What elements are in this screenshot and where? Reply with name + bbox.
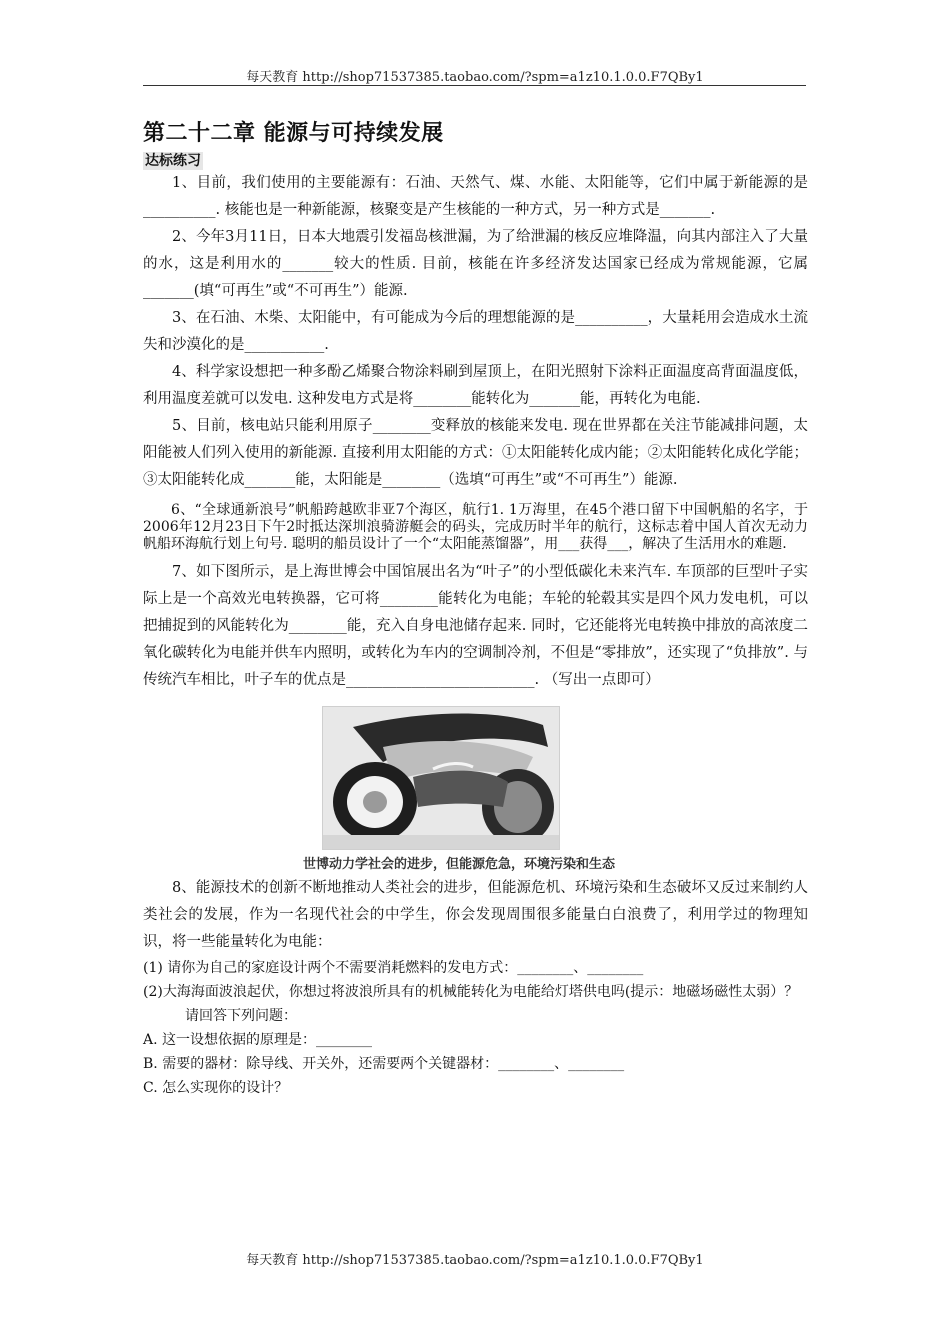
question-4: 4、科学家设想把一种多酚乙烯聚合物涂料刷到屋顶上，在阳光照射下涂料正面温度高背面温度低，利用温度差就可以发电. 这种发电方式是将________能转化为_______能，再转化为电能. (143, 364, 808, 407)
header-rule (143, 85, 806, 86)
page-header: 每天教育 http://shop71537385.taobao.com/?spm=a1z10.1.0.0.F7QBy1 (246, 70, 704, 85)
sub-item-1: (1) 请你为自己的家庭设计两个不需要消耗燃料的发电方式：________、________ (143, 960, 644, 976)
question-1: 1、目前，我们使用的主要能源有：石油、天然气、煤、水能、太阳能等，它们中属于新能源的是__________. 核能也是一种新能源，核聚变是产生核能的一种方式，另一种方式是_______. (143, 175, 808, 218)
question-7: 7、如下图所示，是上海世博会中国馆展出名为“叶子”的小型低碳化未来汽车. 车顶部的巨型叶子实际上是一个高效光电转换器，它可将________能转化为电能；车轮的轮毂其实是四个风力发电机，可以把捕捉到的风能转化为________能，充入自身电池储存起来. 同时，它还能将光电转换中排放的高浓度二氧化碳转化为电能并供车内照明，或转化为车内的空调制冷剂，不但是“零排放”，还实现了“负排放”. 与传统汽车相比，叶子车的优点是__________________________. （写出一点即可） (143, 564, 808, 688)
leaf-car-image (322, 706, 560, 850)
sub-item-c: C. 怎么实现你的设计？ (143, 1080, 289, 1096)
question-3: 3、在石油、木柴、太阳能中，有可能成为今后的理想能源的是__________，大量耗用会造成水土流失和沙漠化的是___________. (143, 310, 808, 353)
chapter-title: 第二十二章 能源与可持续发展 (143, 121, 444, 146)
figure-caption-text: 世博动力学社会的进步，但能源危急，环境污染和生态 (303, 857, 616, 872)
question-6: 6、“全球通新浪号”帆船跨越欧非亚7个海区，航行1. 1万海里，在45个港口留下中国帆船的名字，于2006年12月23日下午2时抵达深圳浪骑游艇会的码头，完成历时半年的航行，这标志着中国人首次无动力帆船环海航行划上句号. 聪明的船员设计了一个“太阳能蒸馏器”，用___获得___，解决了生活用水的难题. (143, 502, 808, 552)
question-5: 5、目前，核电站只能利用原子________变释放的核能来发电. 现在世界都在关注节能减排问题，太阳能被人们列入使用的新能源. 直接利用太阳能的方式：①太阳能转化成内能；②太阳能转化成化学能；③太阳能转化成_______能，太阳能是________（选填“可再生”或“不可再生”）能源. (143, 418, 808, 488)
sub-item-b: B. 需要的器材：除导线、开关外，还需要两个关键器材：________、________ (143, 1056, 625, 1072)
section-label: 达标练习 (145, 153, 201, 169)
figure-caption (303, 850, 703, 872)
page-footer: 每天教育 http://shop71537385.taobao.com/?spm=a1z10.1.0.0.F7QBy1 (246, 1253, 704, 1268)
leaf-car-illustration (323, 707, 559, 849)
question-8: 8、能源技术的创新不断地推动人类社会的进步，但能源危机、环境污染和生态破坏又反过来制约人类社会的发展，作为一名现代社会的中学生，你会发现周围很多能量白白浪费了，利用学过的物理知识，将一些能量转化为电能： (143, 880, 808, 950)
sub-item-a: A. 这一设想依据的原理是：________ (143, 1032, 373, 1048)
document-body (143, 118, 808, 1100)
sub-item-2: (2)大海海面波浪起伏，你想过将波浪所具有的机械能转化为电能给灯塔供电吗(提示：地磁场磁性太弱）？请回答下列问题： (143, 984, 799, 1024)
question-2: 2、今年3月11日，日本大地震引发福岛核泄漏，为了给泄漏的核反应堆降温，向其内部注入了大量的水，这是利用水的_______较大的性质. 目前，核能在许多经济发达国家已经成为常规能源，它属_______(填“可再生”或“不可再生”）能源. (143, 229, 808, 299)
